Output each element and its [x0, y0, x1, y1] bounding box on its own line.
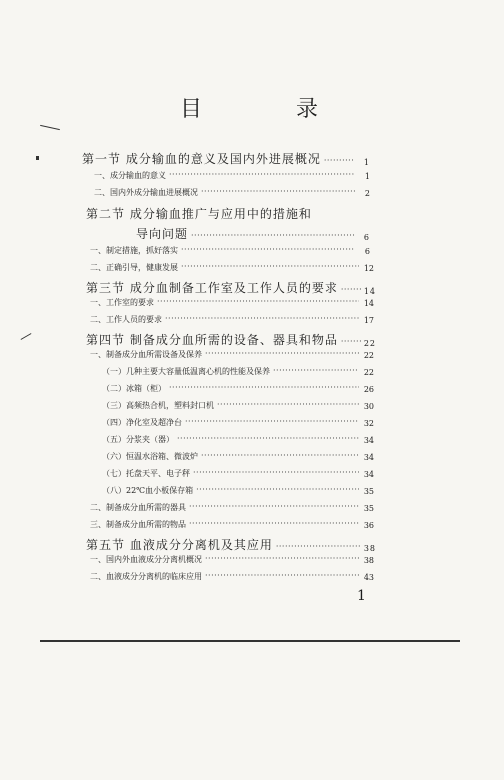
toc-entry-text: （五）分浆夹（器） — [102, 435, 174, 444]
toc-entry-text: 二、制备成分血所需的器具 — [90, 503, 186, 512]
toc-entry-text: （七）托盘天平、电子秤 — [102, 469, 190, 478]
toc-entry-text: 第三节 成分血制备工作室及工作人员的要求 — [86, 281, 338, 295]
toc-entry — [102, 468, 374, 479]
leader-dots — [196, 486, 359, 496]
leader-dots — [276, 543, 361, 553]
toc-entry-text: （一）几种主要大容量低温离心机的性能及保养 — [102, 367, 270, 376]
toc-entry-text: 第一节 成分输血的意义及国内外进展概况 — [82, 152, 321, 166]
toc-entry-page: 22 — [363, 368, 374, 377]
leader-dots — [205, 572, 359, 582]
leader-dots — [191, 232, 355, 242]
toc-entry-section-2-cont — [136, 225, 370, 242]
bottom-rule — [40, 640, 460, 642]
toc-entry-text: 一、工作室的要求 — [90, 298, 154, 307]
leader-dots — [169, 171, 355, 181]
toc-entry-text: 三、制备成分血所需的物品 — [90, 520, 186, 529]
toc-entry-page: 14 — [363, 299, 374, 308]
leader-dots — [273, 367, 359, 377]
toc-entry — [102, 383, 374, 394]
toc-entry-text: （三）高频热合机，塑料封口机 — [102, 401, 214, 410]
toc-entry-section-1 — [82, 150, 370, 167]
toc-entry-text: 第二节 成分输血推广与应用中的措施和 — [86, 207, 312, 221]
toc-entry-text: 一、成分输血的意义 — [94, 171, 166, 180]
leader-dots — [169, 384, 359, 394]
leader-dots — [189, 503, 359, 513]
toc-entry-text: 第四节 制备成分血所需的设备、器具和物品 — [86, 333, 338, 347]
toc-entry-text: （二）冰箱（柜） — [102, 384, 166, 393]
toc-entry-page: 43 — [363, 573, 374, 582]
scan-mark — [36, 156, 39, 160]
toc-entry — [102, 434, 374, 445]
toc-entry — [102, 451, 374, 462]
toc-entry-text: 二、工作人员的要求 — [90, 315, 162, 324]
toc-entry — [94, 170, 370, 181]
leader-dots — [201, 452, 359, 462]
toc-entry — [90, 519, 374, 530]
toc-entry-page: 34 — [363, 470, 374, 479]
toc-entry — [90, 314, 374, 325]
toc-entry-page: 36 — [363, 521, 374, 530]
scan-mark — [21, 333, 32, 340]
toc-title — [180, 92, 320, 123]
toc-entry-page: 12 — [363, 264, 374, 273]
leader-dots — [181, 263, 359, 273]
toc-entry-text: 导向问题 — [136, 227, 189, 241]
scan-mark — [40, 125, 60, 130]
toc-entry-page: 30 — [363, 402, 374, 411]
toc-entry-page: 17 — [363, 316, 374, 325]
toc-entry-page: 38 — [363, 556, 374, 565]
leader-dots — [189, 520, 359, 530]
toc-entry-text: 一、制备成分血所需设备及保养 — [90, 350, 202, 359]
leader-dots — [193, 469, 359, 479]
toc-entry-page: 22 — [363, 351, 374, 360]
toc-entry-page: 34 — [363, 453, 374, 462]
leader-dots — [341, 338, 361, 348]
toc-entry-text: 二、正确引导，健康发展 — [90, 263, 178, 272]
title-char-2: 录 — [295, 97, 320, 122]
toc-entry — [102, 485, 374, 496]
toc-entry-text: 二、血液成分分离机的临床应用 — [90, 572, 202, 581]
toc-entry-page: 35 — [363, 504, 374, 513]
leader-dots — [177, 435, 359, 445]
toc-entry-page: 34 — [363, 436, 374, 445]
toc-entry-page: 1 — [363, 158, 370, 167]
toc-entry — [90, 502, 374, 513]
toc-entry — [90, 245, 370, 256]
leader-dots — [205, 350, 359, 360]
leader-dots — [165, 315, 359, 325]
toc-entry-page: 2 — [364, 189, 370, 198]
leader-dots — [201, 188, 355, 198]
toc-entry — [90, 262, 374, 273]
leader-dots — [341, 286, 361, 296]
toc-entry-page: 35 — [363, 487, 374, 496]
toc-entry-page: 14 — [363, 287, 376, 296]
leader-dots — [324, 157, 355, 167]
toc-entry-text: （八）22℃血小板保存箱 — [102, 486, 194, 495]
toc-entry-section-3 — [86, 279, 376, 296]
toc-entry-page: 6 — [364, 247, 370, 256]
toc-entry-text: （六）恒温水浴箱、微波炉 — [102, 452, 198, 461]
leader-dots — [157, 298, 359, 308]
toc-entry-page: 32 — [363, 419, 374, 428]
page-number: 1 — [357, 588, 366, 604]
leader-dots — [185, 418, 359, 428]
toc-entry-page: 1 — [364, 172, 370, 181]
toc-entry — [90, 349, 374, 360]
toc-entry-section-2 — [86, 205, 326, 222]
toc-entry — [90, 571, 374, 582]
toc-entry-text: 一、制定措施，抓好落实 — [90, 246, 178, 255]
toc-entry — [90, 554, 374, 565]
title-char-1: 目 — [180, 97, 205, 122]
toc-entry — [102, 400, 374, 411]
toc-entry-section-5 — [86, 536, 376, 553]
toc-entry-text: （四）净化室及超净台 — [102, 418, 182, 427]
toc-entry-page: 22 — [363, 339, 376, 348]
toc-entry — [94, 187, 370, 198]
leader-dots — [217, 401, 359, 411]
toc-entry-section-4 — [86, 331, 376, 348]
toc-entry — [102, 417, 374, 428]
toc-entry-text: 一、国内外血液成分分离机概况 — [90, 555, 202, 564]
toc-entry-text: 二、国内外成分输血进展概况 — [94, 188, 198, 197]
leader-dots — [181, 246, 355, 256]
leader-dots — [205, 555, 359, 565]
toc-entry-text: 第五节 血液成分分离机及其应用 — [86, 538, 273, 552]
toc-entry-page: 38 — [363, 544, 376, 553]
toc-entry-page: 6 — [363, 233, 370, 242]
toc-entry — [102, 366, 374, 377]
toc-entry — [90, 297, 374, 308]
toc-entry-page: 26 — [363, 385, 374, 394]
